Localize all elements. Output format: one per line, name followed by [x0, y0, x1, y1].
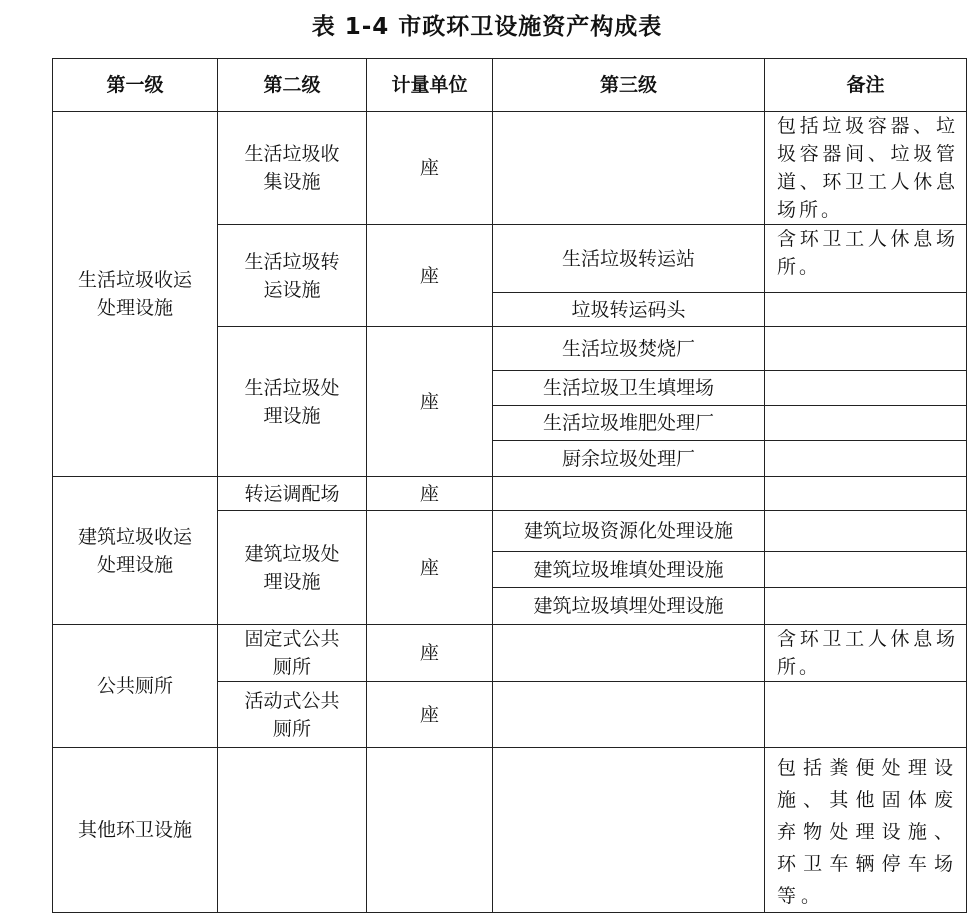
note-cell [765, 441, 967, 477]
unit-cell: 座 [367, 477, 493, 511]
level2-cell [218, 225, 367, 327]
table-title: 表 1-4 市政环卫设施资产构成表 [311, 14, 663, 40]
header-note: 备注 [765, 59, 967, 112]
note-cell [765, 327, 967, 371]
note-cell [765, 293, 967, 327]
level1-text: 建筑垃圾收运处理设施 [77, 525, 192, 576]
note-cell [765, 682, 967, 748]
unit-cell [367, 748, 493, 913]
unit-cell: 座 [367, 625, 493, 682]
level2-text: 固定式公共厕所 [244, 628, 340, 678]
asset-table [52, 58, 967, 913]
note-text: 包括垃圾容器、垃圾容器间、垃圾管道、环卫工人休息场所。 [777, 115, 958, 221]
note-cell [765, 625, 967, 682]
level2-text: 生活垃圾处理设施 [244, 376, 340, 427]
level3-cell: 生活垃圾卫生填埋场 [493, 371, 765, 406]
table-row [53, 477, 967, 511]
note-cell [765, 406, 967, 441]
header-level1: 第一级 [53, 59, 218, 112]
note-cell [765, 588, 967, 625]
unit-cell: 座 [367, 511, 493, 625]
header-level2: 第二级 [218, 59, 367, 112]
note-text: 含环卫工人休息场所。 [777, 628, 958, 678]
level1-cell: 其他环卫设施 [53, 748, 218, 913]
table-row [53, 112, 967, 225]
note-cell [765, 552, 967, 588]
level3-cell [493, 682, 765, 748]
level2-cell [218, 112, 367, 225]
level3-cell: 垃圾转运码头 [493, 293, 765, 327]
level2-cell [218, 511, 367, 625]
level3-cell: 建筑垃圾填埋处理设施 [493, 588, 765, 625]
table-row [53, 748, 967, 913]
level2-cell [218, 625, 367, 682]
note-cell [765, 225, 967, 293]
note-cell [765, 748, 967, 913]
header-level3: 第三级 [493, 59, 765, 112]
note-cell [765, 371, 967, 406]
unit-cell: 座 [367, 682, 493, 748]
header-row [53, 59, 967, 112]
level1-cell [53, 477, 218, 625]
level3-cell: 生活垃圾堆肥处理厂 [493, 406, 765, 441]
note-cell [765, 112, 967, 225]
level2-text: 活动式公共厕所 [244, 689, 340, 740]
level2-cell: 转运调配场 [218, 477, 367, 511]
unit-cell: 座 [367, 112, 493, 225]
table-row [53, 625, 967, 682]
level2-text: 建筑垃圾处理设施 [244, 542, 340, 593]
level3-cell: 生活垃圾焚烧厂 [493, 327, 765, 371]
level3-cell: 建筑垃圾堆填处理设施 [493, 552, 765, 588]
level1-text: 生活垃圾收运处理设施 [77, 269, 192, 319]
level2-text: 生活垃圾转运设施 [244, 250, 340, 301]
note-cell [765, 477, 967, 511]
level2-cell [218, 748, 367, 913]
level3-cell: 厨余垃圾处理厂 [493, 441, 765, 477]
note-cell [765, 511, 967, 552]
unit-cell: 座 [367, 327, 493, 477]
level3-cell [493, 748, 765, 913]
level3-cell: 生活垃圾转运站 [493, 225, 765, 293]
level2-cell [218, 682, 367, 748]
level3-cell [493, 625, 765, 682]
level3-cell [493, 112, 765, 225]
level1-cell [53, 112, 218, 477]
note-text: 含环卫工人休息场所。 [777, 228, 958, 278]
unit-cell: 座 [367, 225, 493, 327]
header-unit: 计量单位 [367, 59, 493, 112]
level2-cell [218, 327, 367, 477]
level3-cell [493, 477, 765, 511]
level2-text: 生活垃圾收集设施 [244, 143, 340, 193]
note-text: 包括粪便处理设施、其他固体废弃物处理设施、环卫车辆停车场等。 [777, 757, 958, 907]
level3-cell: 建筑垃圾资源化处理设施 [493, 511, 765, 552]
level1-cell: 公共厕所 [53, 625, 218, 748]
